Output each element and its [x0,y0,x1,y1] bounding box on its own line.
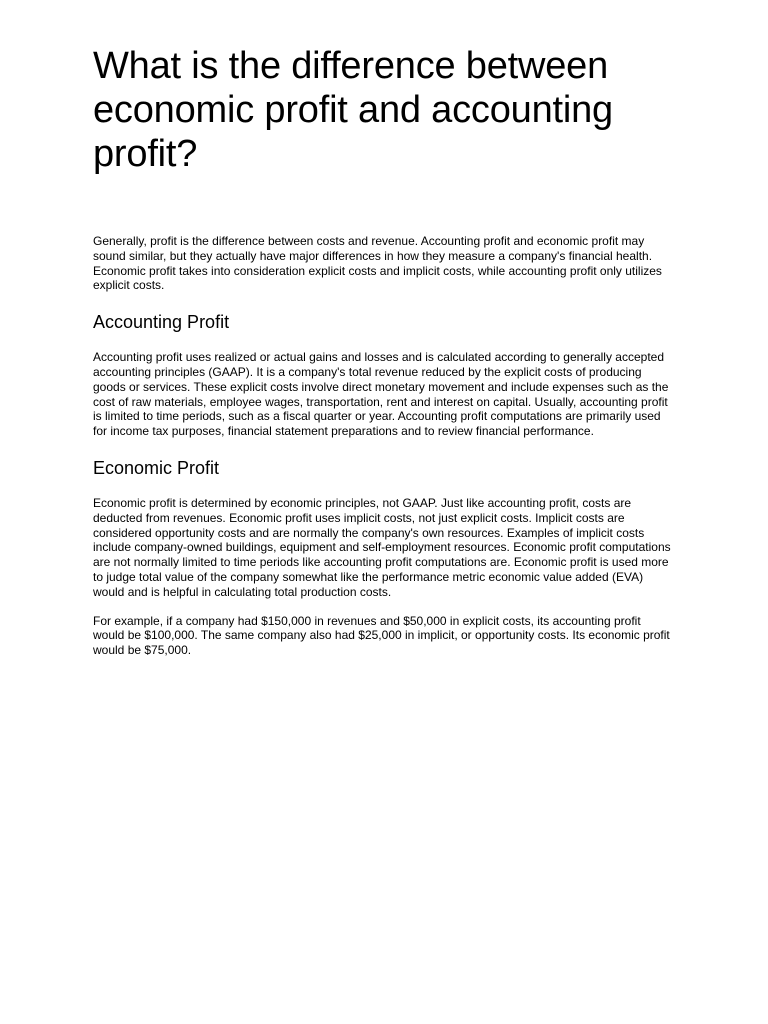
intro-paragraph: Generally, profit is the difference between costs and revenue. Accounting profit and economic profit may sound similar, but they actually have major differences in how they measure a company's financial health. Economic profit takes into consideration explicit costs and implicit costs, while accounting profit only utilizes explicit costs. [93,234,662,293]
section-heading: Economic Profit [93,457,220,478]
section-paragraph: Accounting profit uses realized or actual gains and losses and is calculated according to generally accepted accounting principles (GAAP). It is a company's total revenue reduced by the explicit costs of producing goods or services. These explicit costs involve direct monetary movement and include expenses such as the cost of raw materials, employee wages, transportation, rent and interest on capital. Usually, accounting profit is limited to time periods, such as a fiscal quarter or year. Accounting profit computations are primarily used for income tax purposes, financial statement preparations and to review financial performance. [93,350,669,439]
example-paragraph: For example, if a company had $150,000 in revenues and $50,000 in explicit costs, its accounting profit would be $100,000. The same company also had $25,000 in implicit, or opportunity costs. Its economic profit would be $75,000. [93,613,670,658]
economic-profit-section [93,457,673,658]
document-page [93,44,673,658]
section-paragraph: Economic profit is determined by economic principles, not GAAP. Just like accounting profit, costs are deducted from revenues. Economic profit uses implicit costs, not just explicit costs. Implicit costs are considered opportunity costs and are normally the company's own resources. Examples of implicit costs include company-owned buildings, equipment and self-employment resources. Economic profit computations are not normally limited to time periods like accounting profit computations are. Economic profit is used more to judge total value of the company somewhat like the performance metric economic value added (EVA) would and is helpful in calculating total production costs. [93,495,671,599]
page-title: What is the difference between economic profit and accounting profit? [93,45,613,175]
accounting-profit-section [93,311,673,439]
section-heading: Accounting Profit [93,312,230,333]
